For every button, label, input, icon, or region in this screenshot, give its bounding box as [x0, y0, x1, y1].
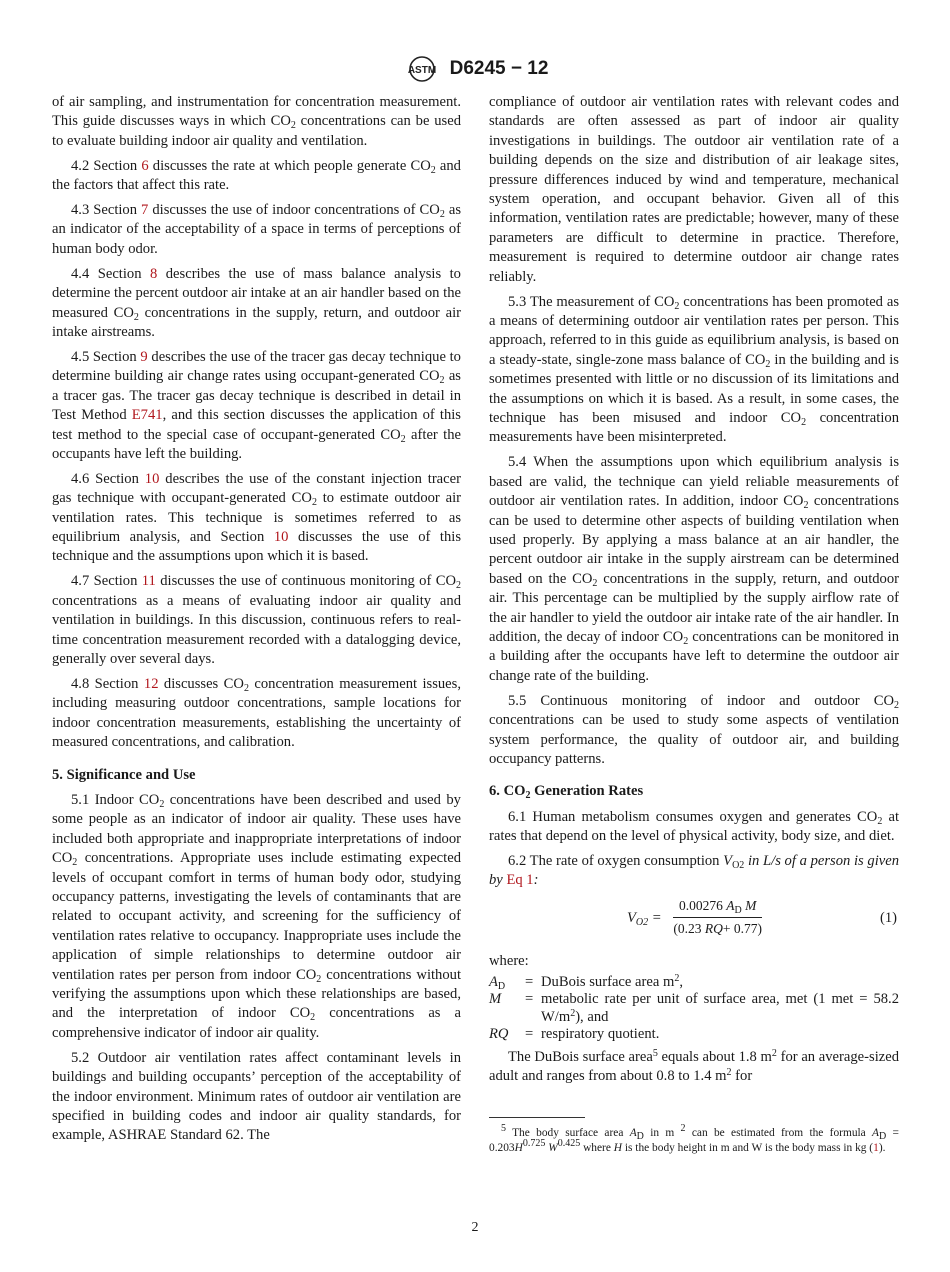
italic-text: W [548, 1141, 558, 1154]
footnote-divider [489, 1117, 585, 1118]
definition-description: respiratory quotient. [541, 1026, 660, 1043]
equation-number: (1) [879, 910, 897, 927]
paragraph-5-2-continued: compliance of outdoor air ventilation rates with relevant codes and standards are often assessed as part of indoor air quality investigations in buildings. The outdoor air ventilation rate of a building depends on the size and distribution of air leakage sites, pressure differences induced by wind and temperature, mechanical system operation, and occupant behavior. Given all of this information, ventilation rates are predictable; however, many of these parameters are difficult to determine in practice. Therefore, measurement is required to determine outdoor air change rates reliably. [489, 94, 899, 285]
subscript: 2 [877, 815, 883, 827]
section-6-heading: 6. $CO_2$ Generation Rates [489, 783, 644, 802]
cross-reference-link[interactable]: Eq 1 [506, 872, 534, 889]
subscript: 2 [894, 699, 899, 711]
subscript: 2 [316, 973, 322, 985]
definition-symbol [489, 1026, 525, 1044]
superscript: 5 [652, 1047, 658, 1059]
superscript: 2 [680, 1122, 686, 1134]
subscript: 2 [310, 1012, 316, 1024]
paragraph-6-2: 6.2 The rate of oxygen consumption $V_{O2}$ in L/s of a person is given by Eq 1: [489, 853, 900, 889]
subscript: 2 [455, 580, 461, 592]
paragraph-4-7: 4.7 Section 11 discusses the use of continuous monitoring of $CO_2$ concentrations as a means of evaluating indoor air quality and ventilation in buildings. In this discussion, continuous refers to real-time concentration measurement recorded with a datalogging device, generally over several days. [52, 573, 461, 667]
paragraph-dubois: The DuBois surface area$^5$ equals about 1.8 $m^2$ for an average-sized adult and ranges from about 0.8 to 1.4 $m^2$ for [489, 1047, 899, 1085]
subscript: 2 [525, 790, 531, 802]
subscript: 2 [400, 433, 406, 445]
subscript: D [636, 1130, 644, 1142]
equation-1 [489, 896, 899, 944]
subscript: D [734, 905, 742, 917]
italic-text: : [533, 872, 539, 889]
italic-text: in L/s of a person is given by [489, 853, 900, 889]
paragraph-4-4: 4.4 Section 8 describes the use of mass balance analysis to determine the percent outdoor air intake at an air handler based on the measured $CO_2$ concentrations in the supply, return, and outdoor air intake airstreams. [52, 265, 461, 340]
superscript: 2 [726, 1067, 732, 1079]
subscript: 2 [133, 311, 139, 323]
italic-text: H [514, 1141, 523, 1154]
subscript: 2 [311, 497, 317, 509]
subscript: 2 [439, 375, 445, 387]
paragraph-4-8: 4.8 Section 12 discusses $CO_2$ concentration measurement issues, including measuring outdoor concentrations, sample locations for indoor concentration measurements, establishing the uncertainty of measured concentrations, and calibration. [52, 675, 461, 751]
subscript: 2 [72, 857, 78, 869]
subscript: 2 [674, 300, 680, 312]
superscript: 5 [501, 1122, 506, 1134]
italic-text: V [723, 853, 733, 870]
paragraph-6-1: 6.1 Human metabolism consumes oxygen and generates $CO_2$ at rates that depend on the level of physical activity, body size, and diet. [489, 808, 899, 845]
section-5-heading: 5. Significance and Use [52, 766, 196, 783]
definition-description: metabolic rate per unit of surface area, met (1 met = 58.2 $W/m^2$), and [541, 991, 899, 1025]
subscript: 2 [290, 120, 296, 132]
paragraph-5-5: 5.5 Continuous monitoring of indoor and outdoor $CO_2$ concentrations can be used to study some aspects of ventilation system performance, the quality of outdoor air, and building occupancy patterns. [489, 692, 899, 767]
definition-equals: = [525, 991, 534, 1008]
paragraph-4-3: 4.3 Section 7 discusses the use of indoor concentrations of $CO_2$ as an indicator of the acceptability of a space in terms of perceptions of human body odor. [52, 202, 461, 257]
paragraph-4-5: 4.5 Section 9 describes the use of the tracer gas decay technique to determine building air change rates using occupant-generated $CO_2$ as a tracer gas. The tracer gas decay technique is described in detail in Test Method E741, and this section discusses the application of this test method to the special case of occupant-generated $CO_2$ after the occupants have left the building. [52, 348, 461, 462]
superscript: 2 [771, 1047, 777, 1059]
paragraph-5-2: 5.2 Outdoor air ventilation rates affect contaminant levels in buildings and building occupants’ perception of the acceptability of the indoor environment. Minimum rates of outdoor air ventilation are specified in building codes and indoor air quality standards, for example, ASHRAE Standard 62. The [52, 1049, 461, 1144]
cross-reference-link[interactable]: 11 [141, 573, 156, 590]
equation-denominator: (0.23 RQ+ 0.77) [673, 920, 762, 936]
where-label: where: [489, 953, 529, 970]
subscript: 2 [439, 209, 445, 221]
cross-reference-link[interactable]: E741 [131, 407, 163, 424]
cross-reference-link[interactable]: 9 [140, 348, 148, 365]
definition-symbol [489, 974, 525, 992]
subscript: 2 [159, 798, 165, 810]
italic-text: A [726, 898, 735, 914]
equation-lhs: $V_{O2}$ = [627, 910, 662, 929]
superscript: 2 [570, 1007, 576, 1019]
definition-equals: = [525, 973, 534, 990]
astm-logo-icon [402, 56, 442, 82]
paragraph-5-4: 5.4 When the assumptions upon which equilibrium analysis is based are valid, the technique can yield reliable measurements of outdoor air ventilation rates. In addition, indoor $CO_2$ concentrations can be used to determine other aspects of building ventilation when used properly. By applying a mass balance at an air handler, the percent outdoor air intake in the supply airstream can be determined based on the $CO_2$ concentrations in the supply, return, and outdoor air. This percentage can be multiplied by the supply airflow rate of the air handler to yield the outdoor air intake rate of the air handler. In addition, the decay of indoor $CO_2$ concentrations can be monitored in a building after the occupants have left to determine the outdoor air change rate of the building. [489, 454, 900, 684]
footnote-5: $^5$ The body surface area $A_D$ in m $^2$ can be estimated from the formula $A_D = 0.203H^{0.725}$ $W^{0.425}$ where H is the body height in m and W is the body mass in kg (1). [489, 1122, 899, 1154]
equation-fraction [673, 896, 762, 938]
paragraph-4-2: 4.2 Section 6 discusses the rate at which people generate $CO_2$ and the factors that affect this rate. [52, 157, 461, 194]
subscript: 2 [430, 164, 436, 176]
right-column [489, 93, 899, 1156]
page-number: 2 [471, 1220, 479, 1235]
paragraph-5-3: 5.3 The measurement of $CO_2$ concentrations has been promoted as a means of determining outdoor air ventilation rates per person. This approach, referred to in this guide as equilibrium analysis, is based on a steady-state, single-zone mass balance of $CO_2$ in the building and is sometimes presented with little or no discussion of its limitations and the assumptions on which it is based. As a result, in some cases, the technique has been misused and indoor $CO_2$ concentration measurements have been misinterpreted. [489, 293, 899, 446]
cross-reference-link[interactable]: 7 [141, 202, 149, 219]
cross-reference-link[interactable]: 6 [141, 157, 149, 174]
subscript: O2 [732, 860, 745, 872]
italic-text: A [872, 1126, 880, 1139]
italic-text: A [629, 1126, 637, 1139]
subscript: D [879, 1130, 887, 1142]
cross-reference-link[interactable]: 1 [873, 1141, 879, 1154]
italic-text: M [489, 991, 502, 1008]
definition-symbol [489, 991, 525, 1026]
subscript: 2 [683, 635, 689, 647]
subscript: 2 [592, 577, 598, 589]
italic-text: RQ [489, 1026, 509, 1043]
paragraph-5-1: 5.1 Indoor $CO_2$ concentrations have been described and used by some people as an indicator of indoor air quality. These uses have included both appropriate and inappropriate interpretations of indoor $CO_2$ concentrations. Appropriate uses include estimating expected levels of occupant comfort in terms of human body odor, studying occupancy patterns, investigating the levels of contaminants that are related to occupant activity, and screening for the sufficiency of ventilation rates relative to occupancy. Inappropriate uses include the application of simple relationships to determine outdoor air ventilation rates per person from indoor $CO_2$ concentrations without verifying the assumptions upon which these relationships are based, and the interpretation of indoor $CO_2$ concentrations as a comprehensive indicator of indoor air quality. [52, 791, 461, 1041]
superscript: 0.425 [557, 1137, 581, 1149]
svg-text:ASTM: ASTM [407, 65, 436, 76]
cross-reference-link[interactable]: 8 [149, 265, 158, 282]
page-header [0, 56, 950, 82]
paragraph-4-6: 4.6 Section 10 describes the use of the constant injection tracer gas technique with occupant-generated $CO_2$ to estimate outdoor air ventilation rates. This technique is sometimes referred to as equilibrium analysis, and Section 10 discusses the use of this technique and the assumptions upon which it is based. [52, 470, 461, 565]
cross-reference-link[interactable]: 10 [273, 529, 289, 546]
cross-reference-link[interactable]: 10 [144, 470, 160, 487]
italic-text: H [613, 1141, 622, 1154]
subscript: 2 [243, 682, 249, 694]
variable-definitions [489, 974, 899, 1044]
document-designation: D6245 − 12 [449, 58, 549, 79]
subscript: 2 [803, 500, 809, 512]
paragraph-4-1-continued: of air sampling, and instrumentation for concentration measurement. This guide discusses ways in which $CO_2$ concentrations can be used to evaluate building indoor air quality and ventilation. [52, 94, 461, 149]
italic-text: M [745, 898, 757, 914]
superscript: 0.725 [522, 1137, 546, 1149]
italic-text: RQ [704, 920, 723, 936]
left-column [52, 93, 461, 1151]
definition-equals: = [525, 1026, 534, 1043]
italic-text: A [489, 973, 498, 990]
cross-reference-link[interactable]: 12 [143, 675, 159, 692]
subscript: D [497, 980, 506, 992]
superscript: 2 [674, 972, 680, 984]
subscript: O2 [635, 917, 649, 929]
subscript: 2 [801, 417, 807, 428]
equation-numerator: 0.00276 $A_D$ M [673, 896, 762, 917]
definition-description: DuBois surface area $m^2$, [541, 972, 683, 990]
subscript: 2 [765, 358, 771, 370]
